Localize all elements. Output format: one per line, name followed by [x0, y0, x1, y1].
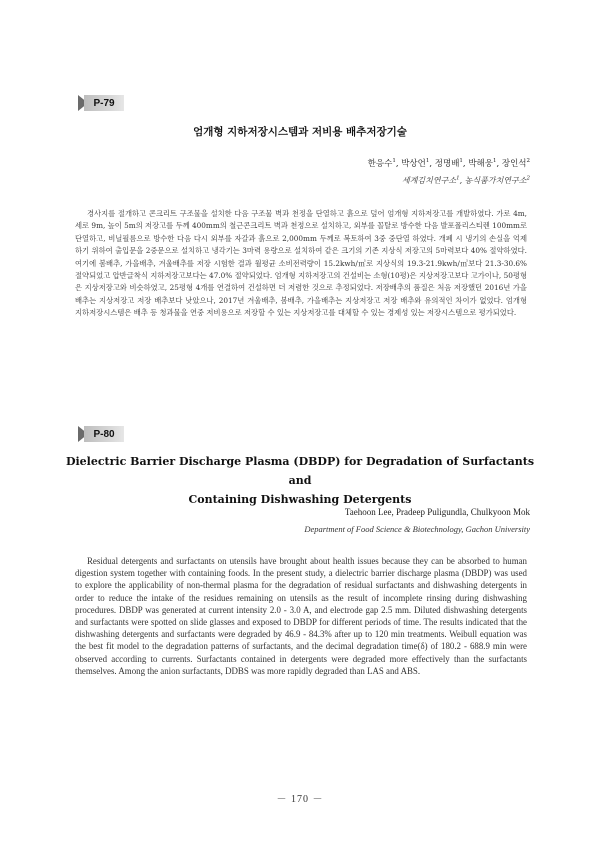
p79-badge — [78, 95, 124, 111]
p80-title — [60, 452, 540, 509]
p80-title-line1: Dielectric Barrier Discharge Plasma (DBDP) for Degradation of Surfactants and — [65, 455, 535, 487]
p79-affil-1: 농식품가치연구소$^2$ — [464, 175, 530, 185]
p79-affil-0: 세계김치연구소$^1$, — [401, 175, 465, 185]
p80-affiliation: Department of Food Science & Biotechnology, Gachon University — [304, 524, 530, 534]
p79-author-2: 정명배$^1$, — [434, 158, 469, 169]
p79-affiliations — [402, 175, 530, 186]
p79-author-0: 한응수$^1$, — [367, 158, 402, 169]
p80-authors: Taehoon Lee, Pradeep Puligundla, Chulkyoon Mok — [344, 507, 530, 517]
p79-authors — [368, 157, 530, 169]
p79-label: P-79 — [84, 95, 124, 111]
p80-badge — [78, 426, 124, 442]
page-number: － 170 － — [276, 794, 324, 805]
p79-title: 엄개형 지하저장시스템과 저비용 배추저장기술 — [193, 126, 407, 138]
p80-label: P-80 — [84, 426, 124, 442]
p80-abstract: Residual detergents and surfactants on utensils have brought about health issues because they can be absorbed to human digestion system together with containing foods. In the present study, a dielectric barrier discharge plasma (DBDP) was used to explore the applicability of non-thermal plasma for the degradation of residual surfactants and dishwashing detergents in order to reduce the intake of the residues remaining on utensils as the result of incomplete rinsing during dishwashing procedures. DBDP was generated at current intensity 2.0 - 3.0 A, and electrode gap 2.5 mm. Diluted dishwashing detergents and surfactants were spotted on slide glasses and exposed to DBDP for different periods of time. The results indicated that the dishwashing detergents and surfactants were degraded by 46.9 - 84.3% after up to 120 min treatments. Weibull equation was the best fit model to the degradation patterns of surfactants, and the decimal degradation time(δ) of 180.2 - 688.9 min were observed according to currents. Surfactants contained in detergents were degraded more effectively than the surfactants themselves. Among the anion surfactants, DDBS was more rapidly degraded than LAS and ABS. — [75, 556, 527, 676]
p79-author-1: 박상언$^1$, — [401, 158, 435, 169]
p80-title-line2: Containing Dishwashing Detergents — [188, 493, 412, 506]
p79-abstract: 경사지를 절개하고 콘크리트 구조물을 설치한 다음 구조물 벽과 천정을 단열하고 흙으로 덮어 엄개형 지하저장고를 개발하였다. 가로 4m, 세로 9m, 높이 5m의 저장고를 두께 400mm의 철근콘크리트 벽과 천정으로 설치하고, 외부를 꼴탈로 방수한 다음 발포폴리스티렌 100mm로 단열하고, 비닐필름으로 방수한 다음 다시 외부를 자갈과 흙으로 2,000mm 두께로 복토하여 3중 중단열 하였다. 개폐 시 냉기의 손실을 억제하기 위하여 출입문을 2중문으로 설치하고 냉각기는 3마력 용량으로 설치하여 같은 크기의 기존 지상식 저장고의 5마력보다 40% 절약하였다. 여기에 봄배추, 가을배추, 겨울배추를 저장 시험한 결과 월평균 소비전력량이 15.2kwh/㎥로 지상식의 19.3-21.9kwh/㎥보다 21.3-30.6% 절약되었고 압반글착식 지하저장고보다는 47.0% 절약되었다. 엄개형 지하저장고의 건설비는 소형(10평)은 지상저장고보다 고가이나, 50평형은 지상저장고와 비슷하였고, 25평형 4개를 연결하여 건설하면 더 저렴한 것으로 추정되었다. 저장배추의 품질은 처음 저장했던 2016년 가을배추는 지상저장고 저장 배추보다 낫았으나, 2017년 겨울배추, 봄배추, 가을배추는 지상저장고 저장 배추와 유의적인 차이가 없었다. 엄개형 지하저장시스템은 배추 등 청과물을 연중 저비용으로 저장할 수 있는 지상저장고를 대체할 수 있는 경제성 있는 저장시스템으로 평가되었다. — [75, 209, 527, 318]
p79-author-4: 장인석$^2$ — [501, 158, 530, 169]
p79-author-3: 박해웅$^1$, — [468, 158, 502, 169]
